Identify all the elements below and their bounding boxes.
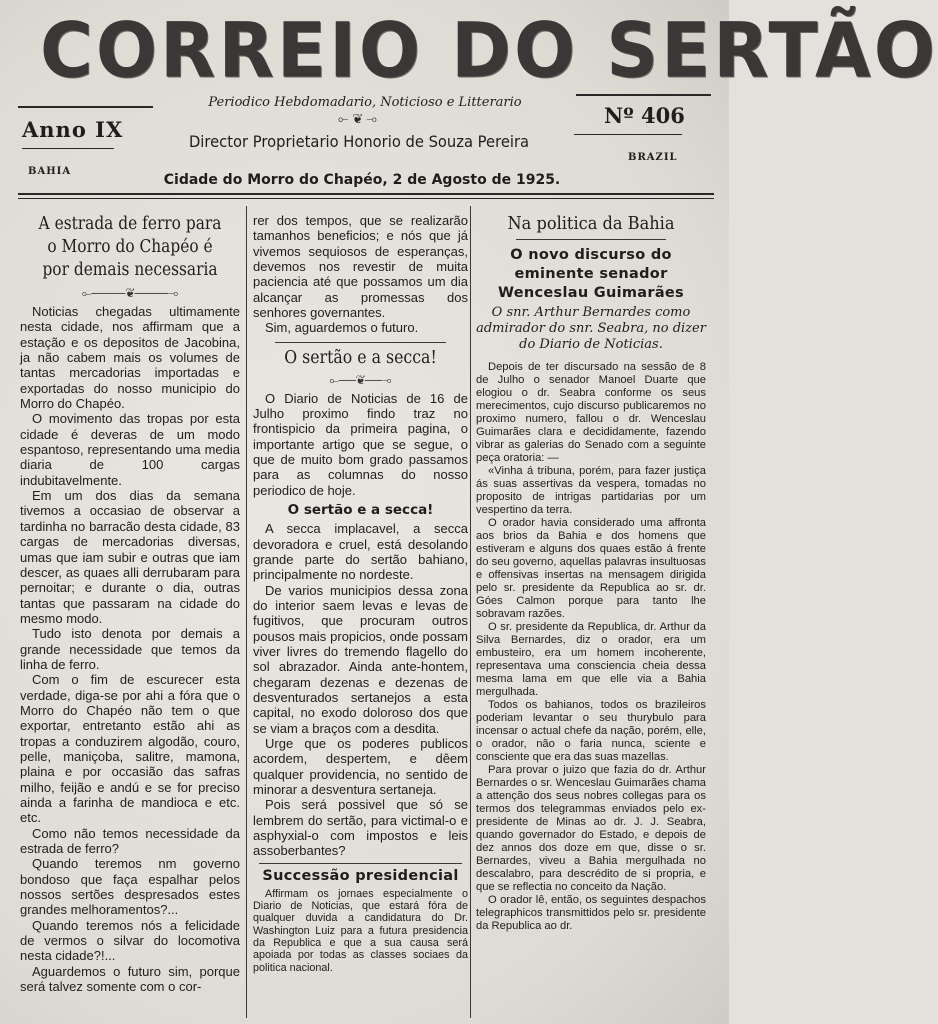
- column-2: [253, 213, 468, 1018]
- article-paragraph: De varios municipios dessa zona do interior saem levas e levas de fugitivos, que procuram outros pousos mais propicios, onde possam viver livres do tremendo flagello do sol abrazador. Ainda ante-hontem, chegaram dezenas e dezenas de desventurados sertanejos a esta capital, no exodo doloroso dos que se viam a braços com a desdita.: [253, 582, 468, 736]
- article-paragraph: Sim, aguardemos o futuro.: [265, 320, 419, 336]
- article-paragraph: Todos os bahianos, todos os brazileiros poderiam levantar o seu thurybulo para incensar o actual chefe da nação, porém, elle, o orador, não o faria nunca, sciente e consciente que era das suas mazellas.: [476, 699, 706, 763]
- article-paragraph: Em um dos dias da semana tivemos a occasiao de observar a tardinha no barracão desta cidade, 83 cargas de mercadorias diversas, umas que iam subir e outras que iam descer, as quaes alli derrubaram para pernoitar; e durante o dia, outras tantas que passaram na cidade do mesmo modo.: [20, 488, 240, 626]
- headline-underline: [516, 239, 666, 240]
- masthead-title: CORREIO DO SERTÃO: [40, 5, 938, 95]
- article-paragraph: A secca implacavel, a secca devoradora e cruel, está desolando grande parte do sertão bahiano, principalmente no nordeste.: [253, 521, 468, 583]
- section-rule: [275, 336, 446, 343]
- masthead-bottom-rule-2: [18, 198, 714, 199]
- number-underline: [574, 134, 682, 135]
- article-paragraph: Tudo isto denota por demais a grande necessidade que temos da linha de ferro.: [20, 626, 240, 672]
- headline-sertao-secca: O sertão e a secca!: [284, 347, 437, 368]
- article-paragraph: Affirmam os jornaes especialmente o Diario de Noticias, que estará fóra de qualquer duvida a candidatura do Dr. Washington Luiz para a futura presidencia da Republica e que a sua causa será apoiada por todas as classes sociaes da politica nacional.: [253, 887, 468, 974]
- column-divider-2: [470, 206, 471, 1018]
- article-paragraph: «Vinha á tribuna, porém, para fazer justiça ás suas assertivas da vespera, tomadas no proposito de intrigas partidarias por um vespertino da terra.: [476, 465, 706, 516]
- headline-ornament: ⟜────❦────⊸: [81, 286, 179, 300]
- article-continuation: rer dos tempos, que se realizarão tamanhos beneficios; e nós que já vivemos sequiosos de esperanças, devemos nos revestir de muita paciencia até que possamos um dia alcançar as promessas dos senhores governantes.: [253, 213, 468, 321]
- subheadline-sertao-secca: O sertão e a secca!: [287, 502, 434, 519]
- headline-successao-presidencial: Successão presidencial: [262, 867, 459, 884]
- headline-politica-bahia: Na politica da Bahia: [507, 213, 675, 234]
- article-paragraph: Pois será possivel que só se lembrem do sertão, para victimal-o e asphyxial-o com impostos e leis assoberbantes?: [253, 797, 468, 859]
- column-1: [20, 213, 240, 1018]
- column-divider-1: [246, 206, 247, 1018]
- header-rule-left: [18, 106, 153, 108]
- place-date-line: Cidade do Morro do Chapéo, 2 de Agosto de 1925.: [163, 172, 561, 188]
- year-underline: [22, 148, 114, 149]
- year-label: Anno IX: [22, 117, 124, 142]
- headline-ornament: ⟜──❦──⊸: [329, 372, 392, 387]
- article-paragraph: Para provar o juizo que fazia do dr. Arthur Bernardes o sr. Wenceslau Guimarães chama a attenção dos seus nobres collegas para os termos dos telegrammas enviados pelo ex-presidente de Minas ao dr. J. J. Seabra, quando governador do Estado, e depois de dez annos dos doze em que, disse o sr. Bernardes, viveu a Bahia mergulhada no descalabro, para descrédito de si propria, e que se reflectia no conceito da Nação.: [476, 764, 706, 893]
- issue-number: Nº 406: [604, 103, 685, 128]
- article-paragraph: Como não temos necessidade da estrada de ferro?: [20, 825, 240, 857]
- article-paragraph: Noticias chegadas ultimamente nesta cidade, nos affirmam que a estação e os depositos de Jacobina, ja não cabem mais os volumes de tantas mercadorias importadas e exportadas do nosso municipio do Morro do Chapéo.: [20, 304, 240, 412]
- article-paragraph: Depois de ter discursado na sessão de 8 de Julho o senador Manoel Duarte que elogiou o dr. Seabra conforme os seus merecimentos, cujo discurso publicaremos no proximo numero, fallou o dr. Wenceslau Guimarães clara e decididamente, fazendo vibrar as galerias do Senado com a seguinte peça oratoria: —: [476, 361, 706, 464]
- section-rule: [259, 859, 462, 864]
- subtitle-ornament: ⟜ ❦ ⊸: [338, 112, 377, 127]
- subheadline-wenceslau: O novo discurso do eminente senador Wenceslau Guimarães: [497, 247, 684, 301]
- article-paragraph: Quando teremos nm governo bondoso que faça espalhar pelos nossos sertões despresados estes grandes melhoramentos?...: [20, 856, 240, 918]
- director-line: Director Proprietario Honorio de Souza Pereira: [188, 132, 530, 151]
- article-paragraph: O Diario de Noticias de 16 de Julho proximo findo traz no frontispicio da primeira pagina, o importante artigo que se segue, o que de muito bom grado passamos para as columnas do nosso periodico de hoje.: [253, 390, 468, 498]
- column-3: [476, 213, 706, 1018]
- article-paragraph: O orador lê, então, os seguintes despachos telegraphicos transmittidos pelo sr. presidente da Republica ao dr.: [476, 894, 706, 932]
- article-paragraph: Aguardemos o futuro sim, porque será talvez somente com o cor-: [20, 963, 240, 995]
- article-paragraph: Com o fim de escurecer esta verdade, diga-se por ahi a fóra que o Morro do Chapéo não tem o que exportar, entretanto estão ahi as tropas a conduzirem algodão, couro, pelle, maniçoba, salitre, mamona, plaina e por occasião das safras milho, feijão e andú e se for preciso ainda a farinha de mandioca e etc. etc.: [20, 672, 240, 826]
- masthead-subtitle: Periodico Hebdomadario, Noticioso e Litterario: [208, 95, 522, 110]
- article-paragraph: O sr. presidente da Republica, dr. Arthur da Silva Bernardes, diz o orador, era um embusteiro, era um homem incoherente, representava uma consciencia cheia dessa mesma lama em que elle via a Bahia mergulhada.: [476, 621, 706, 698]
- country-label: BRAZIL: [628, 152, 678, 163]
- article-paragraph: O movimento das tropas por esta cidade é deveras de um modo espantoso, representando uma media diaria de 100 cargas indubitavelmente.: [20, 411, 240, 488]
- article-paragraph: O orador havia considerado uma affronta aos brios da Bahia e dos homens que estiveram e alguns dos quaes estão á frente do seu governo, aquellas palavras insultuosas e offensivas insertas na mensagem dirigida pelo sr. presidente da Republica ao sr. dr. Góes Calmon porque para tanto lhe sobravam razões.: [476, 517, 706, 620]
- article-paragraph: Urge que os poderes publicos acordem, despertem, e dêem qualquer providencia, no sentido de minorar a desventura sertaneja.: [253, 735, 468, 797]
- article-intro: O snr. Arthur Bernardes como admirador do snr. Seabra, no dizer do Diario de Noticias.: [476, 305, 706, 352]
- article-paragraph: Quando teremos nós a felicidade de vermos o silvar do locomotiva nesta cidade?!...: [20, 917, 240, 964]
- headline-estrada-de-ferro: A estrada de ferro para o Morro do Chapéo é por demais necessaria: [38, 214, 222, 280]
- masthead-bottom-rule-1: [18, 193, 714, 195]
- header-rule-right: [576, 94, 711, 96]
- state-label: BAHIA: [28, 166, 72, 177]
